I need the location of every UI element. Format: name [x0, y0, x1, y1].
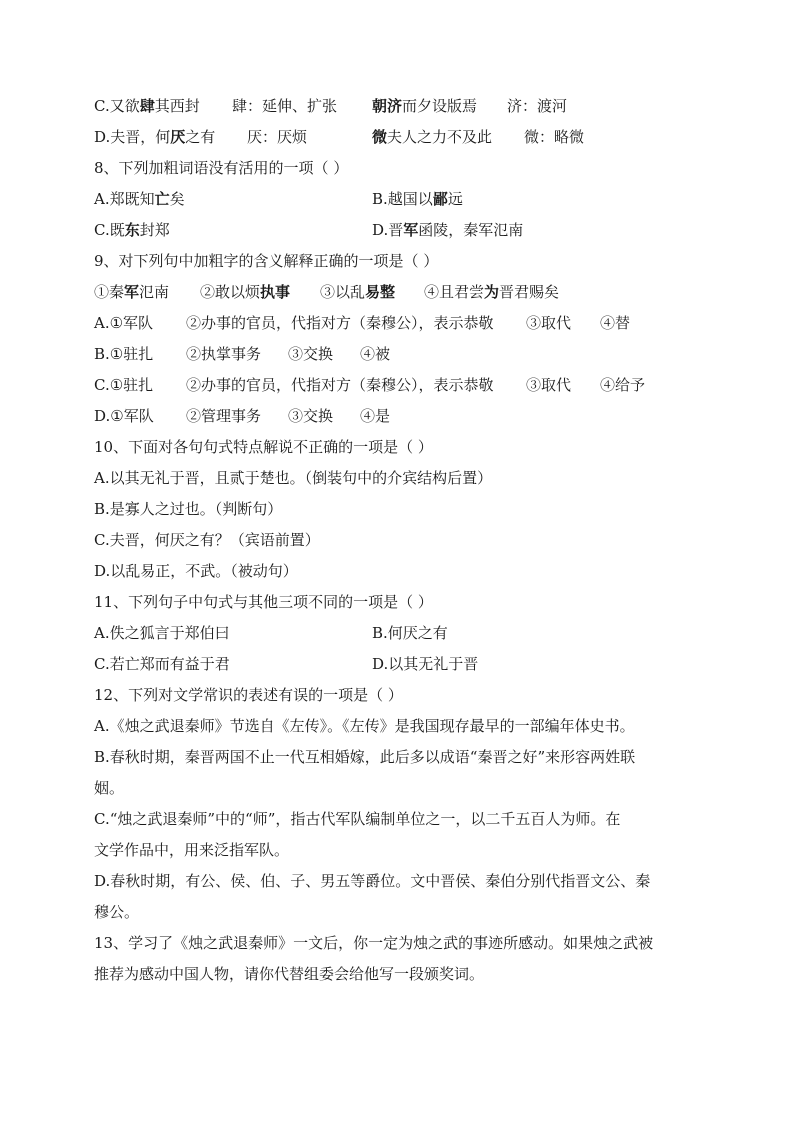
- q11-option-d: D.以其无礼于晋: [372, 655, 479, 673]
- q10-option-a: A.以其无礼于晋，且贰于楚也。（倒装句中的介宾结构后置）: [94, 469, 493, 487]
- question-8: 8、下列加粗词语没有活用的一项（ ）: [94, 159, 349, 177]
- q12-option-c-line2: 文学作品中，用来泛指军队。: [94, 841, 290, 859]
- question-10: 10、下面对各句句式特点解说不正确的一项是（ ）: [94, 438, 433, 456]
- q8-option-c: C.既东封郑: [94, 221, 170, 239]
- q10-option-b: B.是寡人之过也。（判断句）: [94, 500, 283, 518]
- question-11: 11、下列句子中句式与其他三项不同的一项是（ ）: [94, 593, 433, 611]
- q12-option-d-line1: D.春秋时期，有公、侯、伯、子、男五等爵位。文中晋侯、秦伯分别代指晋文公、秦: [94, 872, 651, 890]
- q10-option-c: C.夫晋，何厌之有？（宾语前置）: [94, 531, 320, 549]
- q8-option-a: A.郑既知亡矣: [94, 190, 185, 208]
- q11-option-a: A.佚之狐言于郑伯曰: [94, 624, 230, 642]
- q12-option-a: A.《烛之武退秦师》节选自《左传》。《左传》是我国现存最早的一部编年体史书。: [94, 717, 635, 735]
- q12-option-d-line2: 穆公。: [94, 903, 140, 921]
- question-13-line2: 推荐为感动中国人物，请你代替组委会给他写一段颁奖词。: [94, 965, 485, 983]
- q11-option-c: C.若亡郑而有益于君: [94, 655, 230, 673]
- document-page: C.又欲肆其西封 肆：延伸、扩张 朝济而夕设版焉 济：渡河 D.夫晋，何厌之有 厌：厌烦 微夫人之力不及此 微：略微 8、下列加粗词语没有活用的一项（ ） A.郑既知亡矣 B.越国以鄙远 C.既东封郑 D.晋军函陵，秦军氾南 9、对下列句中加粗字的含义解释正确的一项是（ ） ①秦军氾南 ②敢以烦执事 ③以乱易整 ④且君尝为晋君赐矣 A.①军队 ②办事的官员，代指对方（秦穆公），表示恭敬 ③取代 ④替 B.①驻扎 ②执掌事务 ③交换 ④被 C.①驻扎 ②办事的官员，代指对方（秦穆公），表示恭敬 ③取代 ④给予 D.①军队 ②管理事务 ③交换 ④是 10、下面对各句句式特点解说不正确的一项是（ ） A.以其无礼于晋，且贰于楚也。（倒装句中的介宾结构后置） B.是寡人之过也。（判断句） C.夫晋，何厌之有？（宾语前置） D.以乱易正，不武。（被动句） 11、下列句子中句式与其他三项不同的一项是（ ） A.佚之狐言于郑伯曰 B.何厌之有 C.若亡郑而有益于君 D.以其无礼于晋 12、下列对文学常识的表述有误的一项是（ ） A.《烛之武退秦师》节选自《左传》。《左传》是我国现存最早的一部编年体史书。 B.春秋时期，秦晋两国不止一代互相婚嫁，此后多以成语“秦晋之好”来形容两姓联 姻。 C.“烛之武退秦师”中的“师”，指古代军队编制单位之一，以二千五百人为师。在 文学作品中，用来泛指军队。 D.春秋时期，有公、侯、伯、子、男五等爵位。文中晋侯、秦伯分别代指晋文公、秦 穆公。 13、学习了《烛之武退秦师》一文后，你一定为烛之武的事迹所感动。如果烛之武被 推荐为感动中国人物，请你代替组委会给他写一段颁奖词。: [0, 0, 794, 1123]
- q8-option-b: B.越国以鄙远: [372, 190, 463, 208]
- q12-option-b-line2: 姻。: [94, 779, 125, 797]
- q12-option-c-line1: C.“烛之武退秦师”中的“师”，指古代军队编制单位之一，以二千五百人为师。在: [94, 810, 621, 828]
- question-13-line1: 13、学习了《烛之武退秦师》一文后，你一定为烛之武的事迹所感动。如果烛之武被: [94, 934, 654, 952]
- question-9: 9、对下列句中加粗字的含义解释正确的一项是（ ）: [94, 252, 439, 270]
- q11-option-b: B.何厌之有: [372, 624, 448, 642]
- q10-option-d: D.以乱易正，不武。（被动句）: [94, 562, 298, 580]
- q8-option-d: D.晋军函陵，秦军氾南: [372, 221, 524, 239]
- q12-option-b-line1: B.春秋时期，秦晋两国不止一代互相婚嫁，此后多以成语“秦晋之好”来形容两姓联: [94, 748, 636, 766]
- question-12: 12、下列对文学常识的表述有误的一项是（ ）: [94, 686, 403, 704]
